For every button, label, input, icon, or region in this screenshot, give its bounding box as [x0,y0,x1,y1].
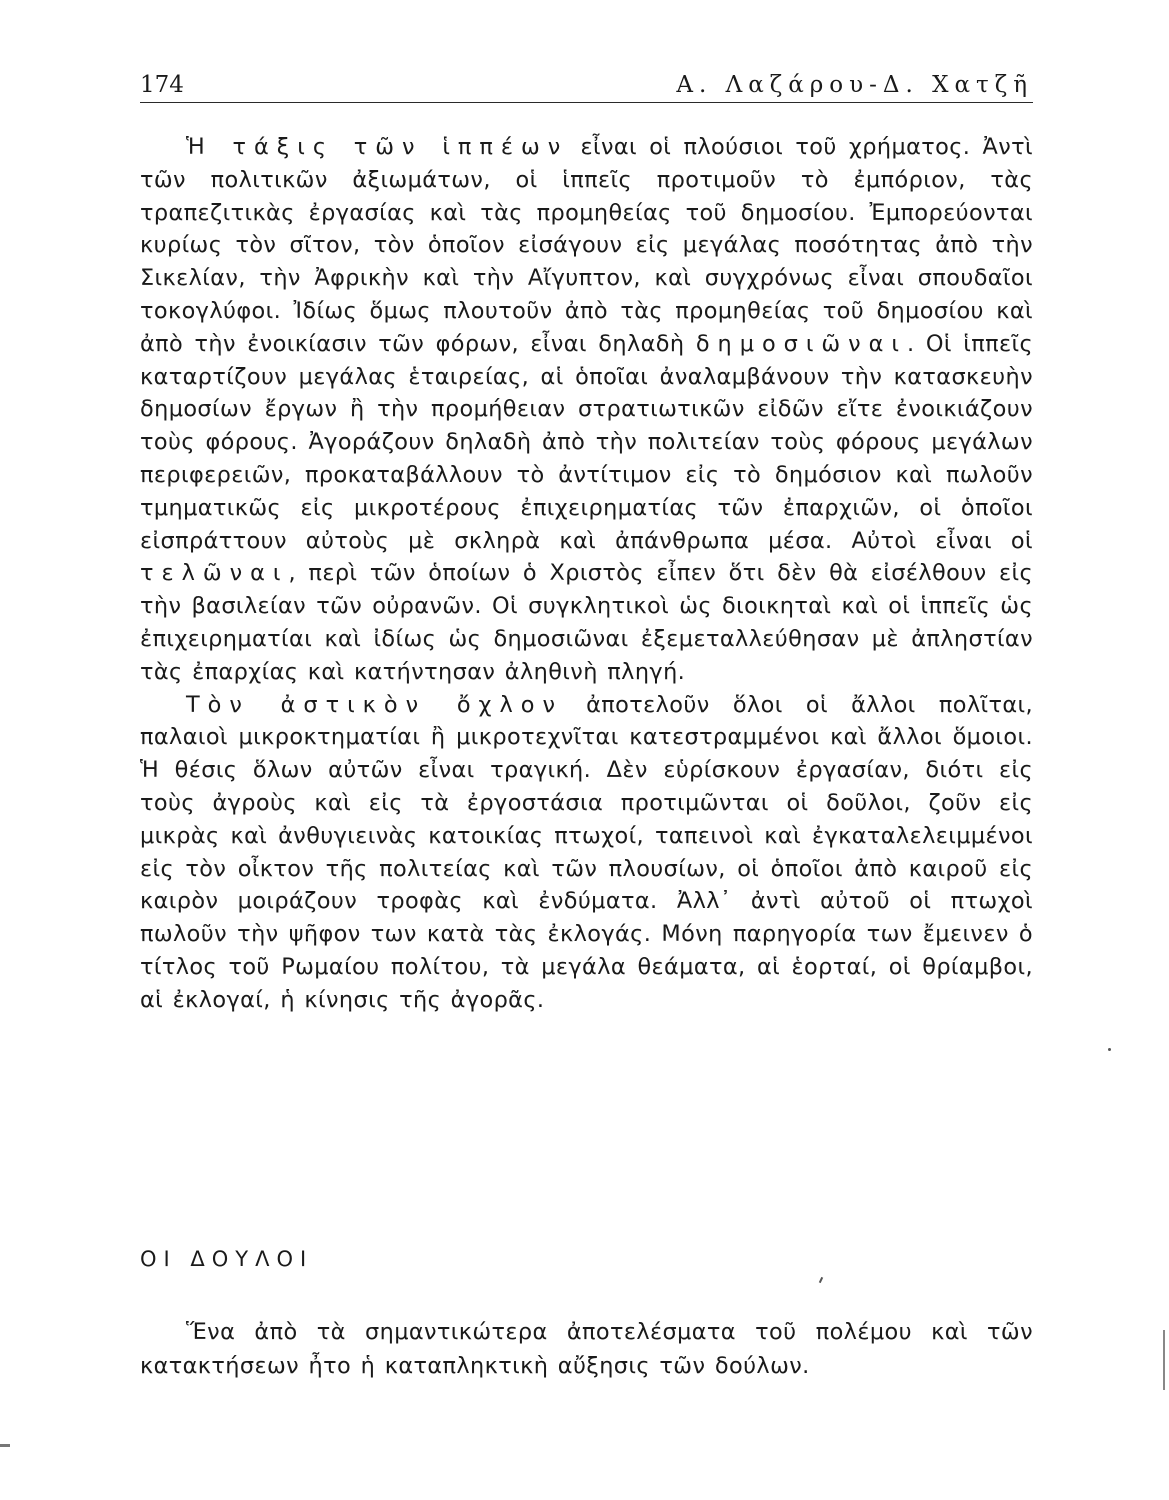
page-number: 174 [140,72,184,98]
spaced-lead-knights: Ἡ τάξις τῶν ἱππέων [186,134,569,160]
running-head: Α. Λαζάρου-Δ. Χατζῆ [676,72,1033,98]
scan-speck [0,1444,10,1447]
spaced-lead-urban-crowd: Τὸν ἀστικὸν ὄχλον [186,691,563,718]
paragraph-text: εἶναι οἱ πλούσιοι τοῦ χρήματος. Ἀντὶ τῶν πολιτικῶν ἀξιωμάτων, οἱ ἱππεῖς προτιμοῦν τὸ ἐμπόριον, τὰς τραπεζιτικὰς ἐργασίας καὶ τὰς προμηθείας τοῦ δημοσίου. Ἐμπορεύονται κυρίως τὸν σῖτον, τὸν ὁποῖον εἰσάγουν εἰς μεγάλας ποσότητας ἀπὸ τὴν Σικελίαν, τὴν Ἀφρικὴν καὶ τὴν Αἴγυπτον, καὶ συγχρόνως εἶναι σπουδαῖοι τοκογλύφοι. Ἰδίως ὅμως πλουτοῦν ἀπὸ τὰς προμηθείας τοῦ δημοσίου καὶ ἀπὸ τὴν ἐνοικίασιν τῶν φόρων, εἶναι δηλαδὴ [140,134,1033,357]
paragraph-knights [140,131,1033,689]
scan-edge-mark [1163,1330,1165,1390]
paragraph-urban-crowd [140,689,1033,1017]
paragraph-text: . Οἱ ἱππεῖς καταρτίζουν μεγάλας ἑταιρείας, αἱ ὁποῖαι ἀναλαμβάνουν τὴν κατασκευὴν δημοσίων ἔργων ἢ τὴν προμήθειαν στρατιωτικῶν εἰδῶν εἴτε ἐνοικιάζουν τοὺς φόρους. Ἀγοράζουν δηλαδὴ ἀπὸ τὴν πολιτείαν τοὺς φόρους μεγάλων περιφερειῶν, προκαταβάλλουν τὸ ἀντίτιμον εἰς τὸ δημόσιον καὶ πωλοῦν τμηματικῶς εἰς μικροτέρους ἐπιχειρηματίας τῶν ἐπαρχιῶν, οἱ ὁποῖοι εἰσπράττουν αὐτοὺς μὲ σκληρὰ καὶ ἀπάνθρωπα μέσα. Αὐτοὶ εἶναι οἱ [140,330,1034,554]
body-text [140,131,1033,1017]
paragraph-text: ἀποτελοῦν ὅλοι οἱ ἄλλοι πολῖται, παλαιοὶ μικροκτηματίαι ἢ μικροτεχνῖται κατεστραμμένοι καὶ ἄλλοι ὅμοιοι. Ἡ θέσις ὅλων αὐτῶν εἶναι τραγική. Δὲν εὑρίσκουν ἐργασίαν, διότι εἰς τοὺς ἀγροὺς καὶ εἰς τὰ ἐργοστάσια προτιμῶνται οἱ δοῦλοι, ζοῦν εἰς μικρὰς καὶ ἀνθυγιεινὰς κατοικίας πτωχοί, ταπεινοὶ καὶ ἐγκαταλελειμμένοι εἰς τὸν οἶκτον τῆς πολιτείας καὶ τῶν πλουσίων, οἱ ὁποῖοι ἀπὸ καιροῦ εἰς καιρὸν μοιράζουν τροφὰς καὶ ἐνδύματα. Ἀλλ᾽ ἀντὶ αὐτοῦ οἱ πτωχοὶ πωλοῦν τὴν ψῆφον των κατὰ τὰς ἐκλογάς. Μόνη παρηγορία των ἔμεινεν ὁ τίτλος τοῦ Ρωμαίου πολίτου, τὰ μεγάλα θεάματα, αἱ ἑορταί, οἱ θρίαμβοι, αἱ ἐκλογαί, ἡ κίνησις τῆς ἀγορᾶς. [140,691,1033,1013]
section-title: ΟΙ ΔΟΥΛΟΙ [140,1247,314,1271]
page-header [140,68,1033,103]
scan-speck [819,1277,823,1283]
scan-speck [1108,1048,1111,1051]
paragraph-slaves: Ἕνα ἀπὸ τὰ σημαντικώτερα ἀποτελέσματα τοῦ πολέμου καὶ τῶν κατακτήσεων ἦτο ἡ καταπληκτικὴ αὔξησις τῶν δούλων. [140,1319,1033,1379]
section-opening-paragraph [140,1315,1033,1383]
paragraph-text: , περὶ τῶν ὁποίων ὁ Χριστὸς εἶπεν ὅτι δὲν θὰ εἰσέλθουν εἰς τὴν βασιλείαν τῶν οὐρανῶν. Οἱ συγκλητικοὶ ὡς διοικηταὶ καὶ οἱ ἱππεῖς ὡς ἐπιχειρηματίαι καὶ ἰδίως ὡς δημοσιῶναι ἐξεμεταλλεύθησαν μὲ ἀπληστίαν τὰς ἐπαρχίας καὶ κατήντησαν ἀληθινὴ πληγή. [140,560,1033,685]
spaced-term-demosionai: δημοσιῶναι [695,330,908,357]
spaced-term-telonai: τελῶναι [140,560,289,587]
